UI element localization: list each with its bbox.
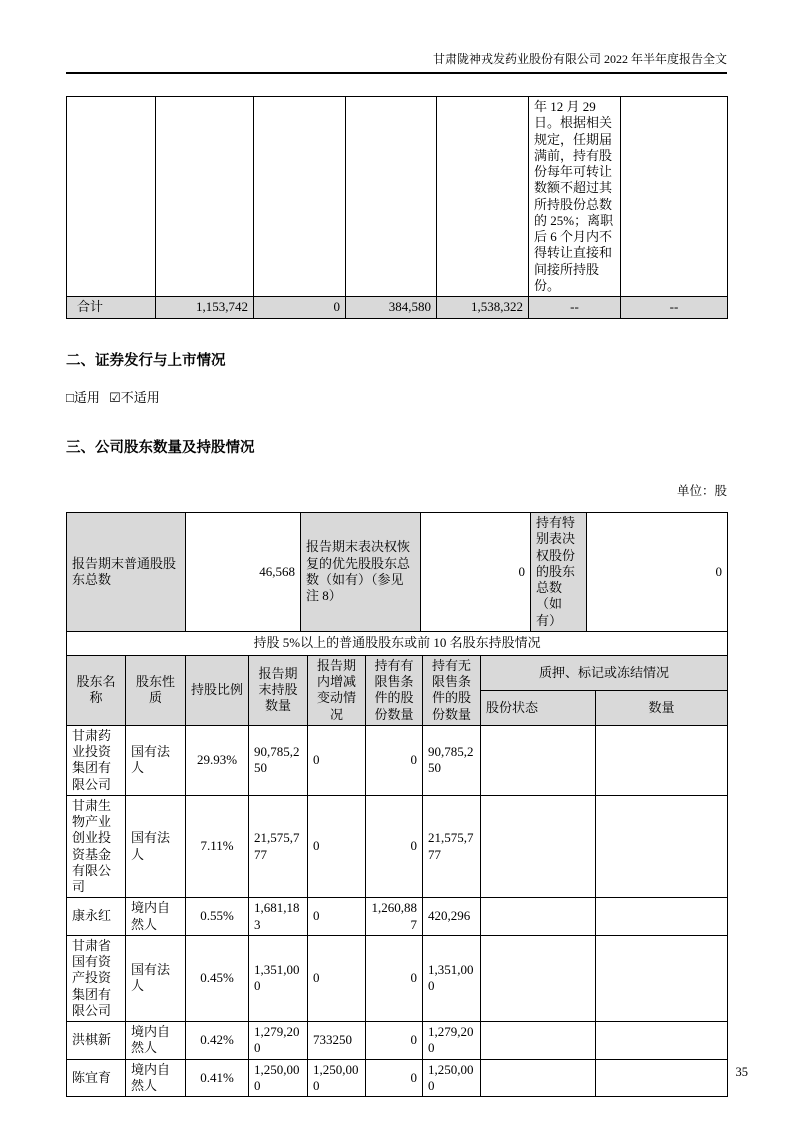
shareholder-nature: 境内自然人 <box>126 1059 186 1097</box>
header-pledge-status: 股份状态 <box>481 690 596 725</box>
shareholder-name: 洪棋新 <box>67 1022 126 1060</box>
shares-change-value: 0 <box>308 935 366 1021</box>
shareholding-ratio: 29.93% <box>186 725 249 795</box>
special-voting-value: 0 <box>587 513 728 632</box>
total-dash-cell: -- <box>529 297 621 319</box>
section-3-title: 三、公司股东数量及持股情况 <box>66 440 255 456</box>
empty-cell <box>254 97 346 297</box>
header-restricted-shares: 持有有限售条件的股份数量 <box>366 655 423 725</box>
shareholding-ratio: 0.42% <box>186 1022 249 1060</box>
pledge-status-cell <box>481 1022 596 1060</box>
restricted-shares-value: 0 <box>366 725 423 795</box>
pledge-status-cell <box>481 1059 596 1097</box>
shareholder-row <box>67 725 728 795</box>
page-content <box>66 50 727 1097</box>
shares-end-value: 1,250,000 <box>249 1059 308 1097</box>
restricted-shares-value: 0 <box>366 795 423 898</box>
special-voting-label: 持有特别表决权股份的股东总数（如有） <box>531 513 587 632</box>
shares-end-value: 21,575,777 <box>249 795 308 898</box>
pledge-status-cell <box>481 725 596 795</box>
shareholder-row <box>67 1059 728 1097</box>
preferred-shareholders-label: 报告期末表决权恢复的优先股股东总数（如有）（参见注 8） <box>301 513 421 632</box>
header-shareholder-nature: 股东性质 <box>126 655 186 725</box>
shareholder-name: 陈宜育 <box>67 1059 126 1097</box>
shareholder-row <box>67 898 728 936</box>
shares-end-value: 1,681,183 <box>249 898 308 936</box>
shares-change-value: 1,250,000 <box>308 1059 366 1097</box>
restricted-shares-value: 0 <box>366 1059 423 1097</box>
shares-change-value: 0 <box>308 898 366 936</box>
header-shares-end: 报告期末持股数量 <box>249 655 308 725</box>
lockup-note-cell: 年 12 月 29 日。根据相关规定，任期届满前，持有股份每年可转让数额不超过其所持股份总数的 25%；离职后 6 个月内不得转让直接和间接所持股份。 <box>529 97 621 297</box>
pledge-qty-cell <box>596 795 728 898</box>
unrestricted-shares-value: 1,250,000 <box>423 1059 481 1097</box>
pledge-qty-cell <box>596 725 728 795</box>
shares-end-value: 90,785,250 <box>249 725 308 795</box>
unrestricted-shares-value: 90,785,250 <box>423 725 481 795</box>
shares-end-value: 1,351,000 <box>249 935 308 1021</box>
shares-change-value: 733250 <box>308 1022 366 1060</box>
shareholding-ratio: 0.41% <box>186 1059 249 1097</box>
shareholder-name: 甘肃省国有资产投资集团有限公司 <box>67 935 126 1021</box>
shareholder-nature: 境内自然人 <box>126 898 186 936</box>
unrestricted-shares-value: 1,279,200 <box>423 1022 481 1060</box>
shareholder-name: 甘肃药业投资集团有限公司 <box>67 725 126 795</box>
lockup-table <box>66 96 728 319</box>
restricted-shares-value: 1,260,887 <box>366 898 423 936</box>
table-header-row <box>67 655 728 690</box>
pledge-qty-cell <box>596 898 728 936</box>
shares-change-value: 0 <box>308 725 366 795</box>
total-value-cell: 1,153,742 <box>156 297 254 319</box>
shareholder-nature: 国有法人 <box>126 795 186 898</box>
unrestricted-shares-value: 21,575,777 <box>423 795 481 898</box>
restricted-shares-value: 0 <box>366 935 423 1021</box>
empty-cell <box>156 97 254 297</box>
shareholder-summary-table <box>66 512 728 632</box>
total-value-cell: 0 <box>254 297 346 319</box>
lockup-total-row <box>67 297 728 319</box>
shareholder-nature: 境内自然人 <box>126 1022 186 1060</box>
common-shareholders-label: 报告期末普通股股东总数 <box>67 513 186 632</box>
shareholder-name: 康永红 <box>67 898 126 936</box>
table-subtitle-row <box>67 631 728 655</box>
lockup-continuation-row <box>67 97 728 297</box>
header-pledge-qty: 数量 <box>596 690 728 725</box>
shareholder-name: 甘肃生物产业创业投资基金有限公司 <box>67 795 126 898</box>
shareholding-ratio: 0.45% <box>186 935 249 1021</box>
header-shares-change: 报告期内增减变动情况 <box>308 655 366 725</box>
header-shareholding-ratio: 持股比例 <box>186 655 249 725</box>
table-subtitle: 持股 5%以上的普通股股东或前 10 名股东持股情况 <box>67 631 728 655</box>
shareholding-ratio: 0.55% <box>186 898 249 936</box>
empty-cell <box>437 97 529 297</box>
common-shareholders-value: 46,568 <box>186 513 301 632</box>
header-unrestricted-shares: 持有无限售条件的股份数量 <box>423 655 481 725</box>
top-shareholders-table <box>66 631 728 1097</box>
section-2-title: 二、证券发行与上市情况 <box>66 353 226 369</box>
restricted-shares-value: 0 <box>366 1022 423 1060</box>
total-value-cell: 384,580 <box>346 297 437 319</box>
shareholder-summary-row <box>67 513 728 632</box>
shareholding-ratio: 7.11% <box>186 795 249 898</box>
pledge-qty-cell <box>596 935 728 1021</box>
pledge-status-cell <box>481 898 596 936</box>
empty-cell <box>346 97 437 297</box>
unit-label: 单位：股 <box>676 484 727 498</box>
page-number: 35 <box>735 1065 748 1079</box>
shareholder-nature: 国有法人 <box>126 935 186 1021</box>
shareholder-row <box>67 1022 728 1060</box>
shareholder-row <box>67 935 728 1021</box>
not-applicable-checkbox-label: ☑不适用 <box>109 390 160 405</box>
header-shareholder-name: 股东名称 <box>67 655 126 725</box>
empty-cell <box>67 97 156 297</box>
preferred-shareholders-value: 0 <box>421 513 531 632</box>
shares-change-value: 0 <box>308 795 366 898</box>
empty-cell <box>621 97 728 297</box>
applicability-line <box>66 387 727 406</box>
total-dash-cell: -- <box>621 297 728 319</box>
pledge-qty-cell <box>596 1059 728 1097</box>
pledge-qty-cell <box>596 1022 728 1060</box>
unrestricted-shares-value: 1,351,000 <box>423 935 481 1021</box>
unrestricted-shares-value: 420,296 <box>423 898 481 936</box>
header-pledge-group: 质押、标记或冻结情况 <box>481 655 728 690</box>
pledge-status-cell <box>481 795 596 898</box>
shares-end-value: 1,279,200 <box>249 1022 308 1060</box>
applicable-checkbox-label: □适用 <box>66 390 100 405</box>
total-value-cell: 1,538,322 <box>437 297 529 319</box>
shareholder-row <box>67 795 728 898</box>
report-header <box>66 50 727 74</box>
report-title: 甘肃陇神戎发药业股份有限公司 2022 年半年度报告全文 <box>432 52 727 66</box>
shareholder-nature: 国有法人 <box>126 725 186 795</box>
pledge-status-cell <box>481 935 596 1021</box>
total-label-cell: 合计 <box>67 297 156 319</box>
